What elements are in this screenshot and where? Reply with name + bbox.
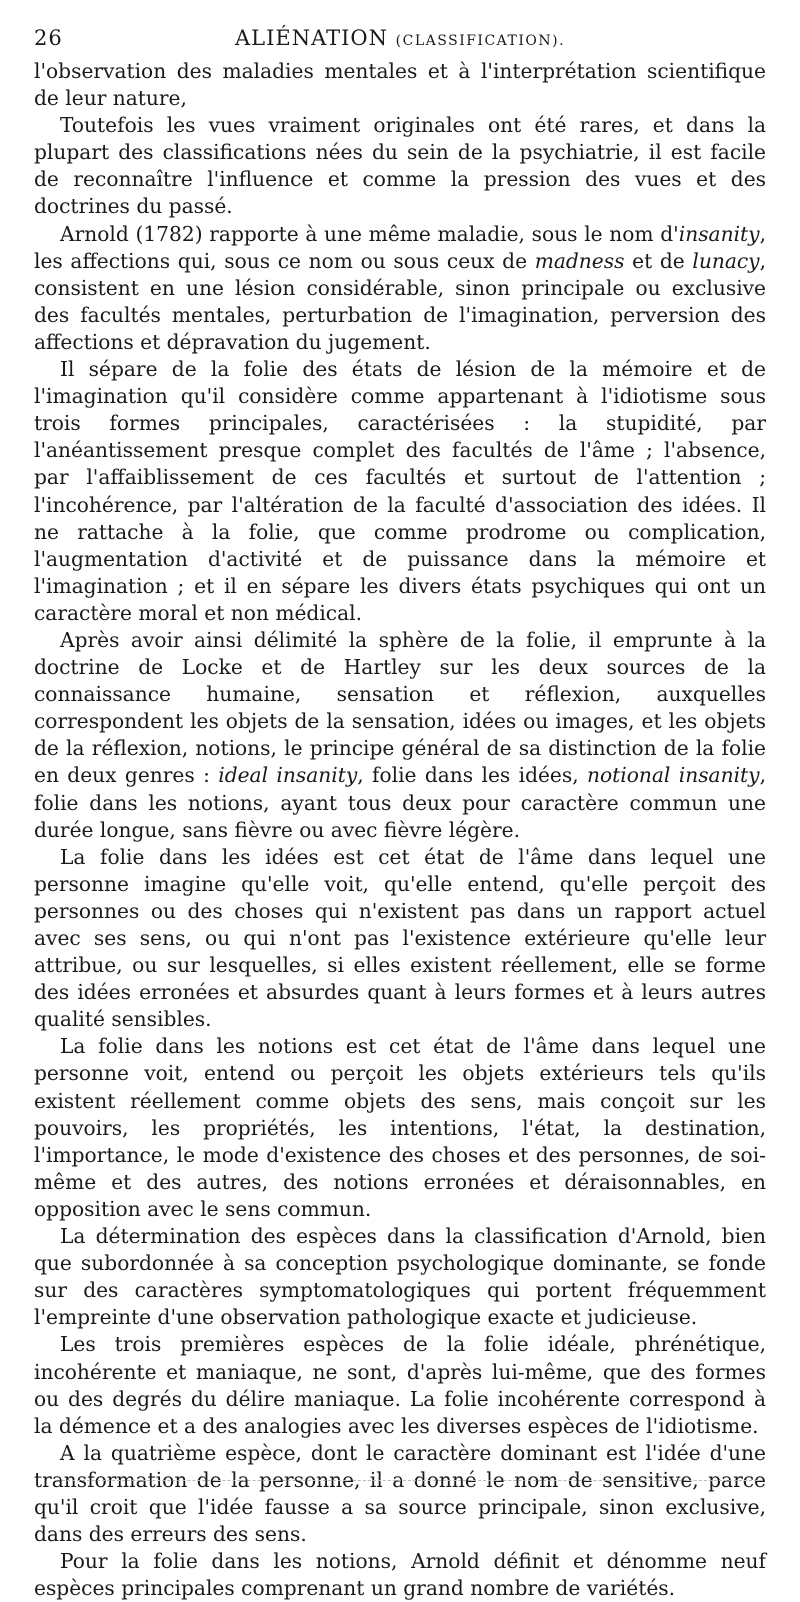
text-span: Il sépare de la folie des états de lésion de la mémoire et de l'imagination qu'il considère comme appartenant à l'idiotisme sous trois formes principales, caractérisées : la stupidité, par l'anéantissement presque complet des facultés de l'âme ; l'absence, par l'affaiblissement de ces facultés et surtout de l'attention ; l'incohérence, par l'altération de la faculté d'association des idées. Il ne rattache à la folie, que comme prodrome ou complication, l'augmentation d'activité et de puissance dans la mémoire et l'imagination ; et il en sépare les divers états psychiques qui ont un caractère moral et non médical. — [34, 357, 766, 625]
page-header — [34, 22, 766, 58]
italic-term: madness — [534, 248, 625, 273]
text-span: , les affections qui, sous ce nom ou sous ceux de — [34, 221, 766, 273]
paragraph — [34, 221, 766, 356]
paragraph — [34, 844, 766, 1034]
paragraph — [34, 356, 766, 627]
paragraph — [34, 58, 766, 112]
text-span: A la quatrième espèce, dont le caractère dominant est l'idée d'une transformation de la personne, il a donné le nom de sensitive, parce qu'il croit que l'idée fausse a sa source principale, sinon exclusive, dans des erreurs des sens. — [34, 1440, 766, 1547]
text-span: La folie dans les idées est cet état de l'âme dans lequel une personne imagine qu'elle voit, qu'elle entend, qu'elle perçoit des personnes ou des choses qui n'existent pas dans un rapport actuel avec ses sens, ou qui n'ont pas l'existence extérieure qu'elle leur attribue, ou sur lesquelles, si elles existent réellement, elle se forme des idées erronées et absurdes quant à leurs formes et à leurs autres qualité sensibles. — [34, 844, 766, 1032]
running-head — [34, 26, 766, 50]
running-subtitle: (CLASSIFICATION). — [395, 33, 566, 49]
text-span: Arnold (1782) rapporte à une même maladie, sous le nom d' — [60, 221, 679, 246]
text-span: et de — [624, 248, 693, 273]
paragraph — [34, 1223, 766, 1331]
text-span: La folie dans les notions est cet état de l'âme dans lequel une personne voit, entend ou perçoit les objets extérieurs tels qu'ils existent réellement comme objets des sens, mais conçoit sur les pouvoirs, les propriétés, les intentions, l'état, la destination, l'importance, le mode d'existence des choses et des personnes, de soi-même et des autres, des notions erronées et déraisonnables, en opposition avec le sens commun. — [34, 1034, 766, 1221]
page-number: 26 — [34, 26, 63, 50]
italic-term: notional insanity — [587, 763, 760, 788]
paragraph — [34, 627, 766, 844]
paragraph — [34, 1440, 766, 1548]
running-title: ALIÉNATION — [234, 26, 388, 50]
paragraph — [34, 1033, 766, 1223]
text-span: , folie dans les idées, — [357, 763, 588, 788]
text-span: Après avoir ainsi délimité la sphère de la folie, il emprunte à la doctrine de Locke et de Hartley sur les deux sources de la connaissance humaine, sensation et réflexion, auxquelles correspondent les objets de la sensation, idées ou images, et les objets de la réflexion, notions, le principe général de sa distinction de la folie en deux genres : — [34, 627, 766, 788]
text-span: , consistent en une lésion considérable, sinon principale ou exclusive des facultés mentales, perturbation de l'imagination, perversion des affections et dépravation du jugement. — [34, 248, 766, 354]
text-span: Pour la folie dans les notions, Arnold définit et dénomme neuf espèces principales comprenant un grand nombre de variétés. — [34, 1549, 766, 1601]
paragraph — [34, 1331, 766, 1439]
paragraph — [34, 1548, 766, 1602]
body-text — [34, 58, 766, 1602]
italic-term: ideal insanity — [218, 763, 358, 788]
paragraph — [34, 112, 766, 220]
italic-term: insanity — [678, 221, 760, 246]
text-span: , folie dans les notions, ayant tous deux pour caractère commun une durée longue, sans fièvre ou avec fièvre légère. — [34, 763, 766, 842]
text-span: l'observation des maladies mentales et à l'interprétation scientifique de leur nature, — [34, 59, 766, 111]
book-page — [34, 22, 766, 1602]
text-span: La détermination des espèces dans la classification d'Arnold, bien que subordonnée à sa conception psychologique dominante, se fonde sur des caractères symptomatologiques qui portent fréquemment l'empreinte d'une observation pathologique exacte et judicieuse. — [34, 1224, 766, 1330]
text-span: Toutefois les vues vraiment originales ont été rares, et dans la plupart des classifications nées du sein de la psychiatrie, il est facile de reconnaître l'influence et comme la pression des vues et des doctrines du passé. — [34, 113, 766, 219]
text-span: Les trois premières espèces de la folie idéale, phrénétique, incohérente et maniaque, ne sont, d'après lui-même, que des formes ou des degrés du délire maniaque. La folie incohérente correspond à la démence et a des analogies avec les diverses espèces de l'idiotisme. — [34, 1332, 766, 1438]
italic-term: lunacy — [692, 248, 760, 273]
footer-rule — [62, 1480, 762, 1481]
